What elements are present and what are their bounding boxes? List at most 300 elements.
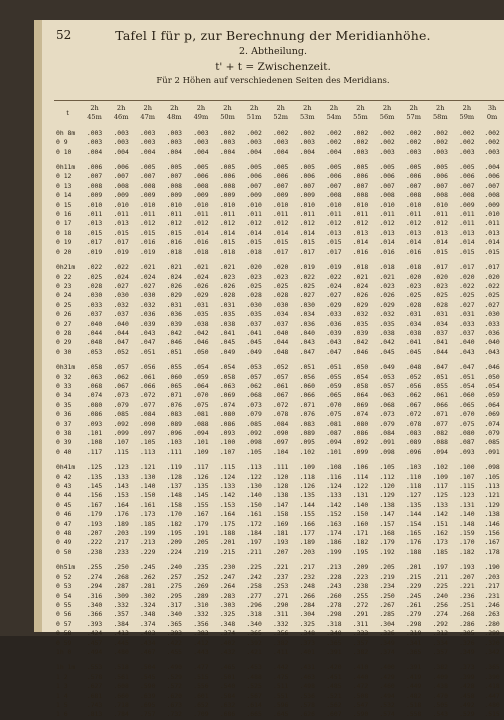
table-cell: .045 xyxy=(246,338,262,347)
row-label: 0 17 xyxy=(56,219,72,228)
table-cell: .017 xyxy=(432,263,448,272)
table-row xyxy=(54,592,504,601)
table-cell: .167 xyxy=(86,500,103,509)
table-cell: .660 xyxy=(113,691,129,700)
table-cell: .090 xyxy=(273,429,289,437)
table-cell: .024 xyxy=(326,281,342,290)
table-cell: .012 xyxy=(379,219,395,228)
table-cell: .044 xyxy=(273,338,289,347)
table-cell: .003 xyxy=(166,128,183,137)
row-label: 0h21m xyxy=(56,263,76,272)
table-cell: .413 xyxy=(113,629,129,638)
table-cell: .170 xyxy=(166,510,183,519)
table-cell: .071 xyxy=(299,400,315,409)
row-label: 1h 0 xyxy=(56,647,72,656)
table-cell: .010 xyxy=(113,200,129,209)
table-cell: .006 xyxy=(86,163,103,172)
table-cell: .103 xyxy=(405,463,422,472)
table-cell: .033 xyxy=(484,319,500,328)
column-header: 2h 55m xyxy=(353,104,368,122)
table-cell: .047 xyxy=(113,338,129,347)
table-cell: .006 xyxy=(484,172,500,181)
table-cell: .373 xyxy=(299,638,315,647)
table-cell: .092 xyxy=(352,438,369,447)
table-cell: .039 xyxy=(352,328,369,337)
table-cell: .013 xyxy=(484,228,500,237)
table-cell: .207 xyxy=(459,572,475,581)
table-cell: .268 xyxy=(459,610,475,619)
table-cell: .015 xyxy=(166,228,183,237)
table-cell: .010 xyxy=(352,200,369,209)
table-row xyxy=(54,629,504,638)
table-cell: .199 xyxy=(326,547,342,556)
table-cell: .007 xyxy=(459,181,475,190)
table-cell: .179 xyxy=(193,519,209,528)
table-cell: .298 xyxy=(326,610,342,619)
table-cell: .005 xyxy=(432,163,448,172)
page-number: 52 xyxy=(56,28,72,42)
table-cell: .189 xyxy=(299,538,315,547)
table-cell: .060 xyxy=(459,391,475,400)
table-cell: .279 xyxy=(405,610,422,619)
table-cell: .247 xyxy=(219,572,236,581)
table-cell: .055 xyxy=(326,372,342,381)
table-cell: .069 xyxy=(484,410,500,419)
table-cell: .049 xyxy=(246,347,262,356)
table-cell: .399 xyxy=(459,672,475,681)
table-cell: .014 xyxy=(459,238,475,247)
table-cell: .018 xyxy=(246,247,262,256)
table-cell: .303 xyxy=(219,600,236,609)
table-cell: .098 xyxy=(484,463,500,472)
table-cell: .017 xyxy=(86,238,103,247)
table-cell: .584 xyxy=(219,691,236,700)
table-cell: .011 xyxy=(459,210,475,219)
table-cell: .051 xyxy=(166,347,183,356)
table-cell: .168 xyxy=(379,529,395,538)
table-cell: .374 xyxy=(219,629,236,638)
table-cell: .665 xyxy=(246,710,262,719)
table-cell: .064 xyxy=(484,400,500,409)
table-cell: .057 xyxy=(246,372,262,381)
column-header: 2h 50m xyxy=(220,104,235,122)
table-cell: .460 xyxy=(379,682,395,691)
row-label: 0h41m xyxy=(56,463,76,472)
table-cell: .009 xyxy=(484,200,500,209)
table-cell: .033 xyxy=(326,310,342,319)
table-cell: .449 xyxy=(405,682,422,691)
table-cell: .440 xyxy=(352,672,369,681)
table-cell: .002 xyxy=(432,128,448,137)
table-cell: .012 xyxy=(405,219,422,228)
table-row xyxy=(54,301,504,310)
table-cell: .051 xyxy=(459,372,475,381)
table-cell: .019 xyxy=(86,247,103,256)
table-cell: .022 xyxy=(459,281,475,290)
table-cell: .025 xyxy=(405,291,422,300)
table-cell: .005 xyxy=(405,163,422,172)
table-cell: .130 xyxy=(246,482,262,491)
table-cell: .005 xyxy=(140,163,156,172)
table-row xyxy=(54,320,504,329)
table-cell: .015 xyxy=(273,238,289,247)
table-cell: .144 xyxy=(405,510,422,519)
table-cell: .019 xyxy=(299,263,315,272)
table-cell: .053 xyxy=(379,372,395,381)
table-cell: .052 xyxy=(405,372,422,381)
table-cell: .003 xyxy=(405,147,422,156)
table-cell: .003 xyxy=(379,147,395,156)
table-row xyxy=(54,172,504,181)
table-cell: .006 xyxy=(193,172,209,181)
table-cell: .057 xyxy=(379,381,395,390)
table-cell: .026 xyxy=(166,281,183,290)
table-cell: .105 xyxy=(484,472,500,481)
table-cell: .054 xyxy=(193,363,209,372)
table-cell: .268 xyxy=(113,572,129,581)
table-cell: .172 xyxy=(246,519,262,528)
table-cell: .020 xyxy=(459,272,475,281)
column-header: 2h 53m xyxy=(299,104,315,122)
table-cell: .813 xyxy=(86,710,103,719)
table-cell: .284 xyxy=(299,600,315,609)
row-label: 0 18 xyxy=(56,228,72,237)
table-cell: .071 xyxy=(432,410,448,419)
table-cell: .090 xyxy=(140,419,156,428)
table-cell: .121 xyxy=(484,491,500,500)
table-cell: .010 xyxy=(140,200,156,209)
table-cell: .047 xyxy=(326,347,342,356)
table-cell: .002 xyxy=(379,128,395,137)
column-header: 2h 52m xyxy=(273,104,289,122)
table-cell: .011 xyxy=(484,219,500,228)
table-cell: .349 xyxy=(459,647,475,656)
table-cell: .034 xyxy=(299,310,315,319)
table-cell: .037 xyxy=(246,319,262,328)
table-cell: .171 xyxy=(352,529,369,538)
table-cell: .304 xyxy=(379,619,395,628)
row-label: 0h51m xyxy=(56,563,76,572)
table-cell: .094 xyxy=(432,447,448,456)
table-cell: .567 xyxy=(246,691,262,700)
table-cell: .521 xyxy=(326,691,342,700)
row-label: 0 10 xyxy=(56,147,72,156)
table-cell: .138 xyxy=(484,510,500,519)
table-cell: .028 xyxy=(432,300,448,309)
table-cell: .014 xyxy=(219,228,236,237)
table-cell: .054 xyxy=(484,381,500,390)
table-cell: .245 xyxy=(140,563,156,572)
table-cell: .027 xyxy=(140,281,156,290)
table-cell: .518 xyxy=(405,700,422,709)
table-cell: .027 xyxy=(299,291,315,300)
table-cell: .087 xyxy=(326,429,342,437)
table-cell: .005 xyxy=(326,163,342,172)
table-cell: .365 xyxy=(166,619,183,628)
table-cell: .066 xyxy=(140,381,156,390)
table-cell: .052 xyxy=(273,363,289,372)
table-cell: .185 xyxy=(140,519,156,528)
table-cell: .057 xyxy=(113,363,129,372)
table-cell: .046 xyxy=(352,347,369,356)
table-cell: .058 xyxy=(219,372,236,381)
table-cell: .007 xyxy=(113,172,129,181)
table-cell: .047 xyxy=(140,338,156,347)
table-cell: .511 xyxy=(273,682,289,691)
table-cell: .038 xyxy=(379,328,395,337)
table-cell: .492 xyxy=(459,700,475,709)
table-cell: .192 xyxy=(379,547,395,556)
table-cell: .252 xyxy=(193,572,209,581)
table-cell: .035 xyxy=(219,310,236,319)
table-cell: .620 xyxy=(166,691,183,700)
table-cell: .138 xyxy=(273,491,289,500)
table-cell: .002 xyxy=(379,138,395,147)
table-cell: .151 xyxy=(432,519,448,528)
table-cell: .020 xyxy=(484,272,500,281)
table-cell: .007 xyxy=(140,172,156,181)
table-cell: .488 xyxy=(246,672,262,681)
table-cell: .784 xyxy=(113,710,129,719)
table-cell: .070 xyxy=(459,410,475,419)
table-row xyxy=(54,401,504,410)
table-cell: .182 xyxy=(352,538,369,547)
table-cell: .126 xyxy=(193,472,209,481)
table-cell: .445 xyxy=(113,638,129,647)
table-cell: .318 xyxy=(326,619,342,628)
table-cell: .161 xyxy=(246,510,262,519)
table-cell: .002 xyxy=(459,128,475,137)
table-cell: .031 xyxy=(405,310,422,319)
table-cell: .125 xyxy=(432,491,448,500)
table-cell: .207 xyxy=(273,547,289,556)
table-cell: .161 xyxy=(140,500,156,509)
table-cell: .221 xyxy=(273,563,289,572)
table-cell: .050 xyxy=(193,347,209,356)
table-cell: .031 xyxy=(166,300,183,309)
table-cell: .140 xyxy=(246,491,262,500)
row-label: 0 54 xyxy=(56,591,72,600)
table-cell: .248 xyxy=(299,582,315,591)
column-header: 2h 46m xyxy=(113,104,129,122)
table-cell: .545 xyxy=(140,672,156,681)
table-cell: .099 xyxy=(352,447,369,456)
table-cell: .008 xyxy=(219,181,236,190)
table-cell: .040 xyxy=(86,319,103,328)
table-cell: .017 xyxy=(113,238,129,247)
table-cell: .373 xyxy=(459,663,475,672)
table-cell: .340 xyxy=(326,629,342,638)
table-cell: .007 xyxy=(166,172,183,181)
table-cell: .044 xyxy=(113,328,129,337)
table-cell: .012 xyxy=(299,219,315,228)
table-cell: .039 xyxy=(326,328,342,337)
table-cell: .008 xyxy=(459,191,475,200)
table-cell: .025 xyxy=(86,272,103,281)
table-cell: .411 xyxy=(273,647,289,656)
table-row xyxy=(54,410,504,419)
table-cell: .017 xyxy=(326,247,342,256)
table-row xyxy=(54,482,504,491)
table-cell: .013 xyxy=(432,228,448,237)
column-header: 2h 45m xyxy=(87,104,102,122)
table-cell: .098 xyxy=(246,438,262,447)
table-cell: .034 xyxy=(273,310,289,319)
row-label: 0 23 xyxy=(56,281,72,290)
row-label: 1h 1m xyxy=(56,663,76,672)
table-cell: .428 xyxy=(459,682,475,691)
table-cell: .047 xyxy=(432,363,448,372)
row-label: 0 34 xyxy=(56,391,72,400)
table-cell: .233 xyxy=(113,547,129,556)
table-cell: .177 xyxy=(299,529,315,538)
table-cell: .077 xyxy=(140,400,156,409)
table-cell: .133 xyxy=(326,491,342,500)
table-cell: .253 xyxy=(273,582,289,591)
table-cell: .042 xyxy=(193,328,209,337)
table-cell: .006 xyxy=(405,172,422,181)
table-row xyxy=(54,191,504,200)
table-cell: .255 xyxy=(86,563,103,572)
table-cell: .189 xyxy=(113,519,129,528)
table-cell: .094 xyxy=(193,429,209,437)
table-cell: .290 xyxy=(273,600,289,609)
table-cell: .165 xyxy=(405,529,422,538)
table-cell: .069 xyxy=(352,400,369,409)
table-cell: .561 xyxy=(113,672,129,681)
table-cell: .264 xyxy=(219,582,236,591)
table-row xyxy=(54,582,504,591)
table-row xyxy=(54,148,504,157)
table-cell: .087 xyxy=(459,438,475,447)
table-cell: .033 xyxy=(86,300,103,309)
row-label: 0 19 xyxy=(56,238,72,247)
table-cell: .626 xyxy=(299,710,315,719)
table-cell: .007 xyxy=(432,181,448,190)
table-cell: .026 xyxy=(379,291,395,300)
table-cell: .475 xyxy=(273,672,289,681)
table-cell: .035 xyxy=(246,310,262,319)
table-cell: .060 xyxy=(299,381,315,390)
table-cell: .067 xyxy=(273,391,289,400)
table-cell: .193 xyxy=(86,519,103,528)
table-cell: .480 xyxy=(484,700,500,709)
table-cell: .013 xyxy=(113,219,129,228)
table-cell: .059 xyxy=(326,381,342,390)
table-row xyxy=(54,263,504,272)
table-cell: .014 xyxy=(352,238,369,247)
table-cell: .011 xyxy=(140,210,156,219)
table-cell: .230 xyxy=(219,563,236,572)
table-cell: .080 xyxy=(459,429,475,437)
table-cell: .008 xyxy=(86,181,103,190)
table-cell: .203 xyxy=(299,547,315,556)
table-cell: .004 xyxy=(484,163,500,172)
table-cell: .195 xyxy=(352,547,369,556)
table-cell: .257 xyxy=(166,572,183,581)
table-cell: .419 xyxy=(405,672,422,681)
table-cell: .574 xyxy=(379,710,395,719)
table-cell: .056 xyxy=(299,372,315,381)
table-cell: .271 xyxy=(273,591,289,600)
table-cell: .108 xyxy=(326,463,342,472)
table-cell: .039 xyxy=(166,319,183,328)
table-row xyxy=(54,438,504,447)
table-cell: .673 xyxy=(166,700,183,709)
table-cell: .203 xyxy=(484,572,500,581)
table-cell: .118 xyxy=(299,472,315,481)
table-cell: .164 xyxy=(113,500,129,509)
table-cell: .215 xyxy=(405,572,422,581)
table-cell: .374 xyxy=(379,647,395,656)
table-cell: .047 xyxy=(459,363,475,372)
table-cell: .240 xyxy=(432,591,448,600)
row-label: 0 55 xyxy=(56,600,72,609)
table-cell: .023 xyxy=(219,272,236,281)
table-cell: .009 xyxy=(140,191,156,200)
table-cell: .030 xyxy=(273,300,289,309)
table-cell: .034 xyxy=(432,319,448,328)
table-cell: .092 xyxy=(113,419,129,428)
table-cell: .601 xyxy=(193,691,209,700)
table-cell: .131 xyxy=(352,491,369,500)
table-cell: .041 xyxy=(405,338,422,347)
table-cell: .391 xyxy=(405,663,422,672)
table-cell: .080 xyxy=(86,400,103,409)
table-cell: .211 xyxy=(246,547,262,556)
table-cell: .135 xyxy=(193,482,209,491)
table-cell: .009 xyxy=(193,191,209,200)
table-cell: .145 xyxy=(86,482,103,491)
table-cell: .572 xyxy=(166,682,183,691)
table-cell: .365 xyxy=(246,629,262,638)
table-cell: .010 xyxy=(246,200,262,209)
table-cell: .114 xyxy=(352,472,369,481)
table-cell: .007 xyxy=(405,181,422,190)
table-cell: .013 xyxy=(379,228,395,237)
table-cell: .274 xyxy=(86,572,103,581)
table-cell: .184 xyxy=(246,529,262,538)
table-cell: .551 xyxy=(273,691,289,700)
table-cell: .217 xyxy=(113,538,129,547)
table-cell: .011 xyxy=(166,210,183,219)
table-cell: .061 xyxy=(273,381,289,390)
table-cell: .410 xyxy=(352,663,369,672)
table-cell: .101 xyxy=(86,429,103,437)
table-cell: .028 xyxy=(273,291,289,300)
table-cell: .167 xyxy=(193,510,209,519)
table-cell: .480 xyxy=(113,647,129,656)
table-cell: .034 xyxy=(405,319,422,328)
table-cell: .213 xyxy=(140,538,156,547)
table-cell: .178 xyxy=(484,547,500,556)
table-cell: .156 xyxy=(484,529,500,538)
table-cell: .007 xyxy=(86,172,103,181)
table-cell: .010 xyxy=(193,200,209,209)
table-cell: .052 xyxy=(113,347,129,356)
table-cell: .310 xyxy=(193,600,209,609)
table-cell: .023 xyxy=(246,272,262,281)
table-cell: .108 xyxy=(86,438,103,447)
table-cell: .173 xyxy=(432,538,448,547)
table-row xyxy=(54,363,504,372)
table-cell: .004 xyxy=(326,147,342,156)
table-cell: .016 xyxy=(193,238,209,247)
table-cell: .084 xyxy=(273,419,289,428)
table-cell: .333 xyxy=(352,629,369,638)
table-cell: .032 xyxy=(379,310,395,319)
table-cell: .003 xyxy=(86,138,103,147)
